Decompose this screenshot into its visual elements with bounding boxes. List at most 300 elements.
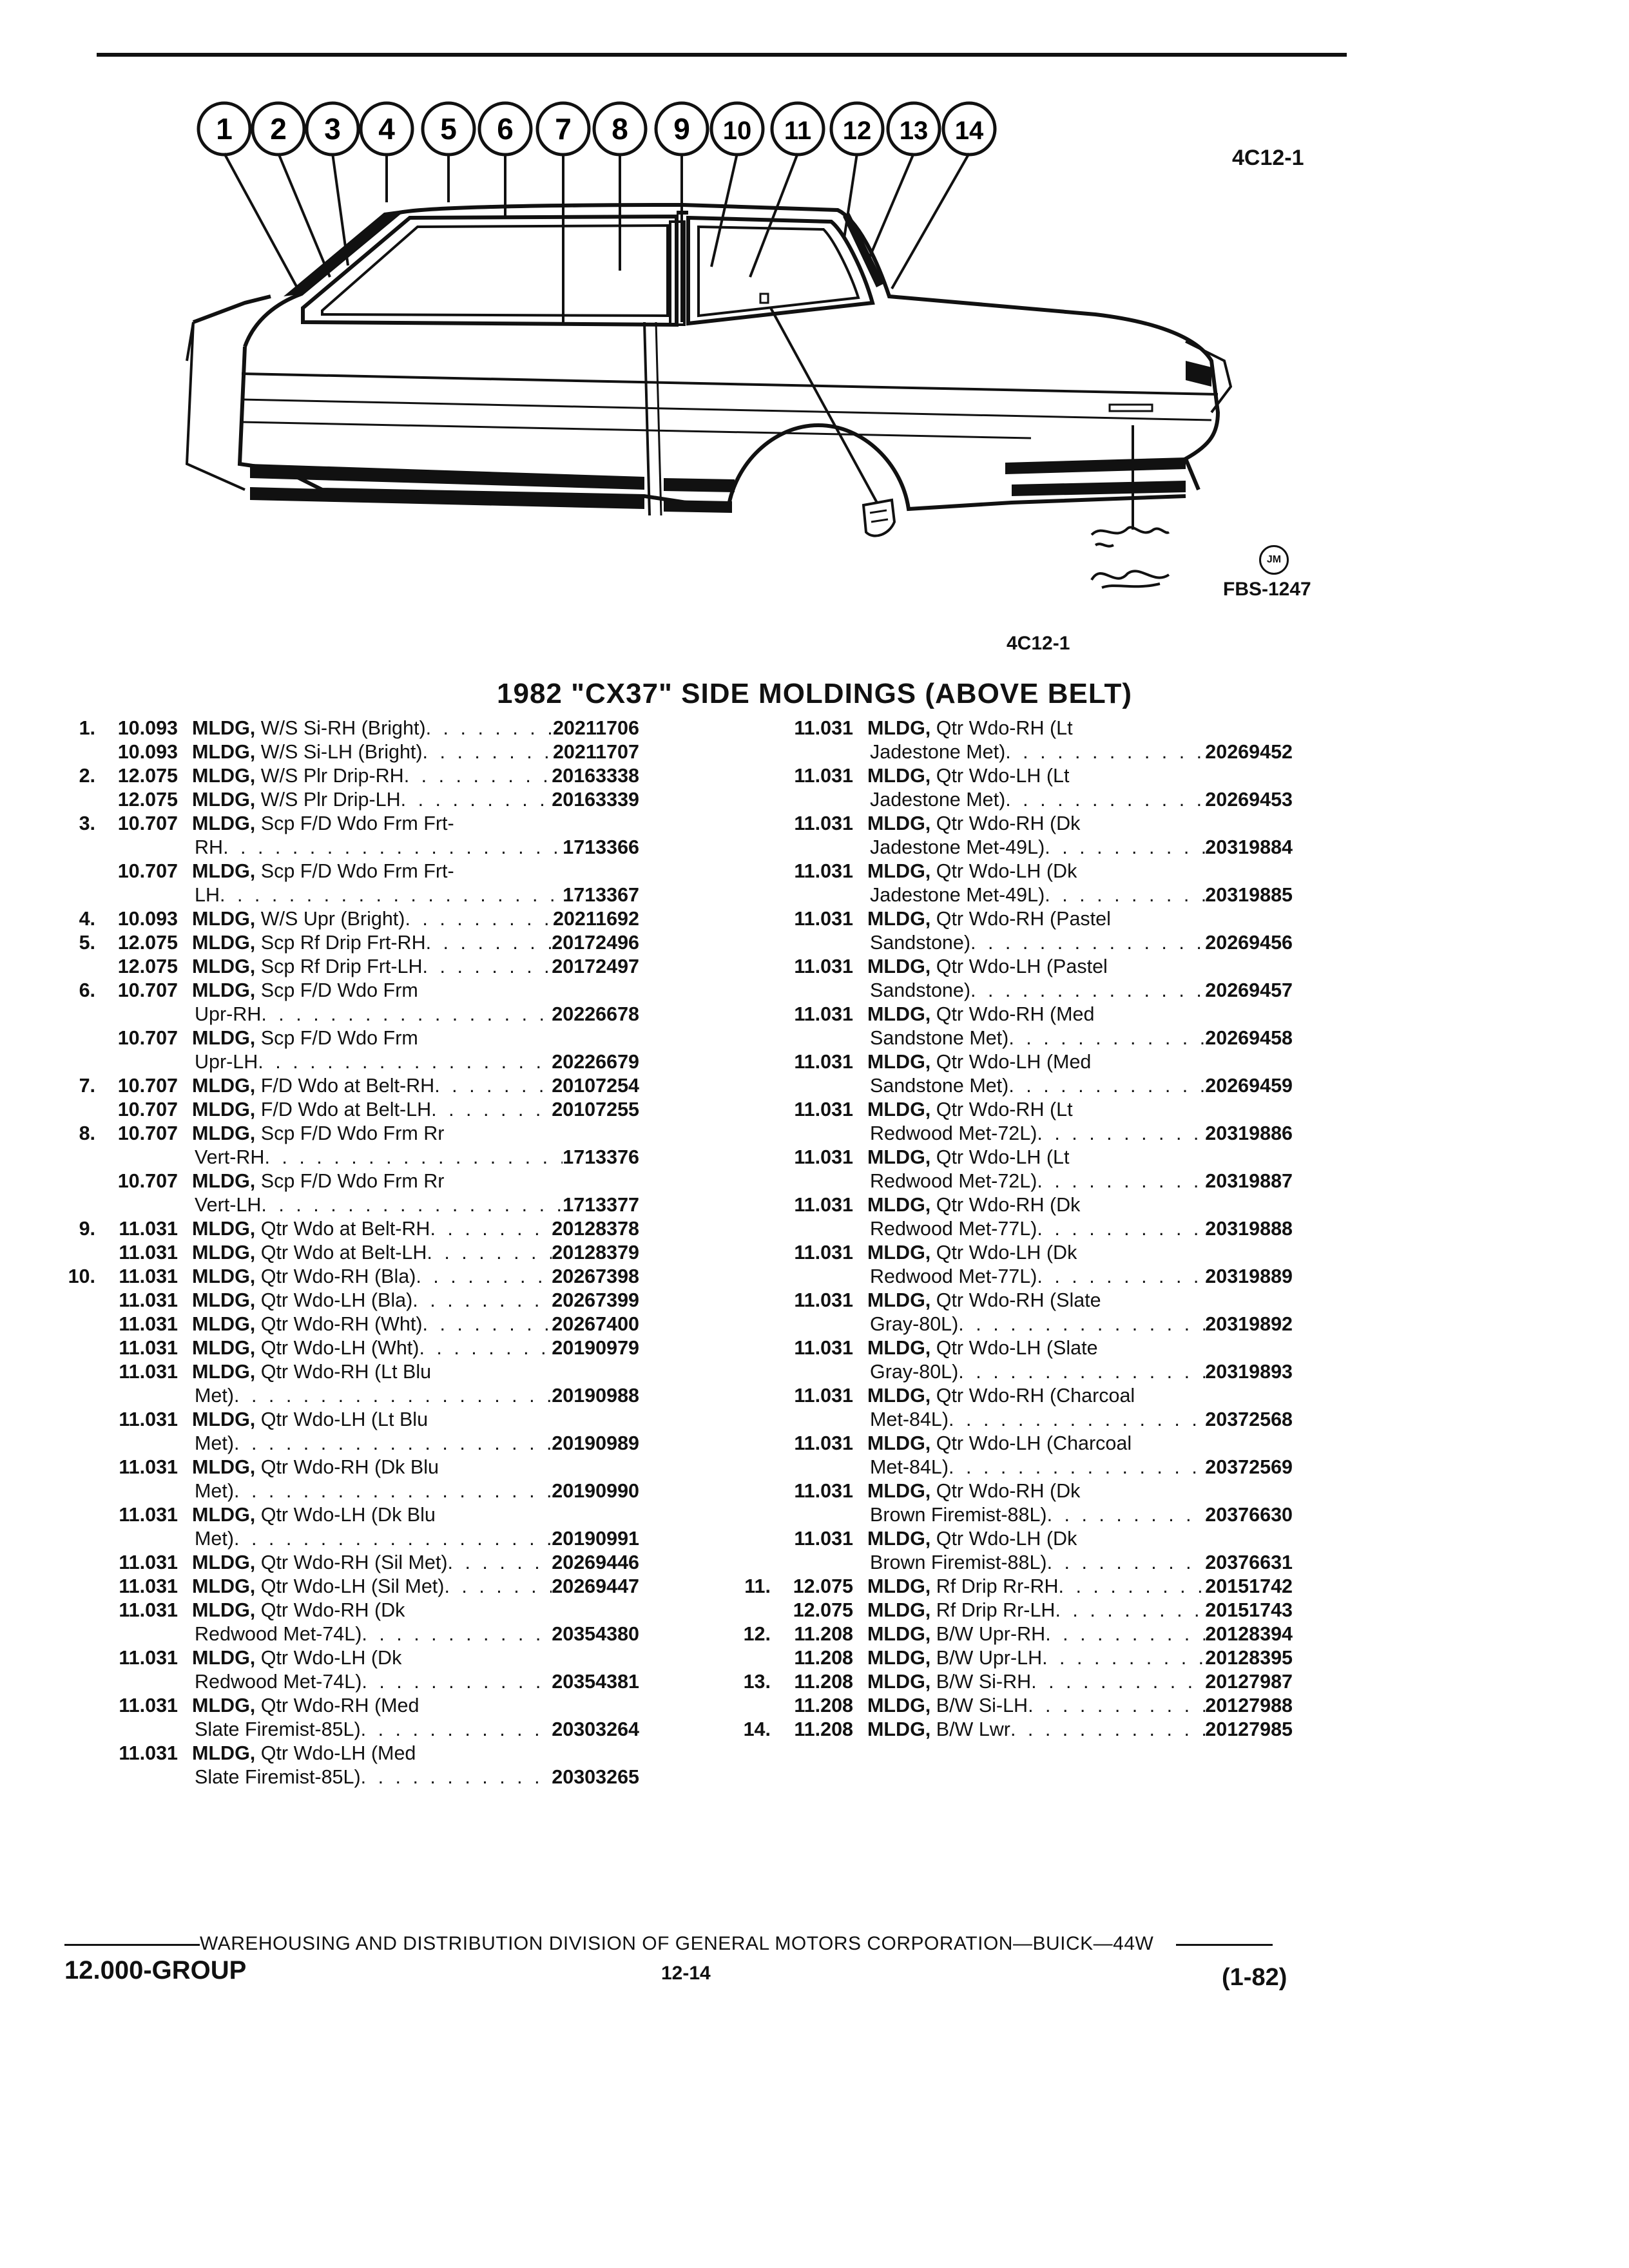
- callout-ref: [45, 1575, 95, 1599]
- callout-ref: 10.: [68, 1265, 95, 1287]
- part-description: MLDG, Qtr Wdo-RH (Med: [192, 1695, 419, 1716]
- group-number: 11.031: [794, 1385, 853, 1407]
- part-description-cont: Slate Firemist-85L): [195, 1766, 361, 1788]
- callout-ref: [740, 1098, 771, 1146]
- part-number: 20303264: [552, 1718, 639, 1740]
- part-number: 20267400: [552, 1313, 639, 1335]
- callout-number: 9: [673, 112, 690, 146]
- part-number: 20269456: [1205, 932, 1293, 954]
- part-number: 20128379: [552, 1242, 639, 1264]
- callout-ref: [740, 1050, 771, 1098]
- parts-entry: [740, 812, 1345, 860]
- part-description-cont: Sandstone): [870, 932, 970, 954]
- part-number: 20269458: [1205, 1027, 1293, 1049]
- parts-entry: [45, 1122, 689, 1169]
- parts-entry: [45, 955, 689, 979]
- callout-ref: [740, 1003, 771, 1050]
- parts-entry: [45, 1312, 689, 1336]
- part-description-cont: Sandstone Met): [870, 1075, 1009, 1097]
- part-description-cont: Slate Firemist-85L): [195, 1718, 361, 1740]
- part-description: MLDG, Qtr Wdo-LH (Sil Met): [192, 1575, 445, 1597]
- parts-entry: [740, 1003, 1345, 1050]
- callout-number: 11: [784, 117, 812, 145]
- part-number: 20107254: [552, 1075, 639, 1097]
- part-description-cont: Met-84L): [870, 1408, 949, 1430]
- group-number: 10.707: [117, 1099, 178, 1120]
- parts-entry: [45, 1336, 689, 1360]
- part-description: MLDG, Qtr Wdo-LH (Charcoal: [867, 1432, 1132, 1454]
- group-number: 11.031: [119, 1742, 178, 1764]
- group-number: 10.093: [117, 717, 178, 739]
- callout-ref: [45, 1742, 95, 1789]
- part-number: 1713377: [563, 1194, 639, 1216]
- group-number: 11.031: [119, 1218, 178, 1240]
- callout-ref: [45, 788, 95, 812]
- part-description: MLDG, Qtr Wdo-RH (Wht): [192, 1313, 423, 1335]
- group-number: 10.707: [117, 1170, 178, 1192]
- group-number: 11.031: [119, 1289, 178, 1311]
- parts-entry: [45, 740, 689, 764]
- group-number: 11.031: [119, 1361, 178, 1383]
- part-description-cont: Met): [195, 1432, 234, 1454]
- parts-entry: [740, 1479, 1345, 1527]
- part-number: 20269457: [1205, 979, 1293, 1001]
- part-description-cont: Gray-80L): [870, 1361, 959, 1383]
- parts-entry: [45, 1169, 689, 1217]
- group-number: 11.031: [794, 1289, 853, 1311]
- part-description: MLDG, B/W Si-RH: [867, 1671, 1032, 1693]
- part-description-cont: Brown Firemist-88L): [870, 1504, 1047, 1526]
- part-description-cont: Redwood Met-77L): [870, 1218, 1037, 1240]
- part-number: 20319884: [1205, 836, 1293, 858]
- parts-entry: [45, 1217, 689, 1241]
- part-description: MLDG, Qtr Wdo-RH (Sil Met): [192, 1552, 448, 1573]
- callout-number: 2: [270, 112, 287, 146]
- callout-ref: [740, 812, 771, 860]
- group-number: 11.031: [794, 1099, 853, 1120]
- part-description: MLDG, Qtr Wdo-LH (Bla): [192, 1289, 413, 1311]
- part-description-cont: Redwood Met-74L): [195, 1671, 362, 1693]
- part-number: 20151742: [1205, 1575, 1293, 1597]
- part-description-cont: Vert-RH: [195, 1146, 265, 1168]
- callout-ref: 3.: [79, 812, 95, 834]
- parts-entry: [740, 1289, 1345, 1336]
- initials-mark: JM: [1259, 545, 1289, 575]
- part-number: 20319885: [1205, 884, 1293, 906]
- group-number: 11.031: [119, 1575, 178, 1597]
- part-description-cont: Redwood Met-72L): [870, 1170, 1037, 1192]
- callout-ref: 13.: [743, 1671, 771, 1693]
- parts-entry: [45, 1742, 689, 1789]
- group-number: 12.075: [793, 1599, 853, 1621]
- parts-entry: [45, 1646, 689, 1694]
- group-number: 11.208: [794, 1647, 853, 1669]
- group-number: 11.208: [794, 1718, 853, 1740]
- footer-division: [64, 1933, 1273, 1955]
- group-number: 11.031: [794, 956, 853, 977]
- group-number: 11.031: [794, 1480, 853, 1502]
- parts-entry: [45, 812, 689, 860]
- parts-entry: [45, 788, 689, 812]
- part-description: MLDG, W/S Plr Drip-LH: [192, 789, 401, 811]
- parts-list-left-column: [45, 716, 689, 1789]
- part-description: MLDG, Qtr Wdo-LH (Lt Blu: [192, 1408, 429, 1430]
- parts-entry: [740, 1193, 1345, 1241]
- parts-entry: [740, 1527, 1345, 1575]
- part-description: MLDG, Qtr Wdo-LH (Med: [192, 1742, 416, 1764]
- callout-number: 4: [378, 112, 395, 146]
- group-number: 11.031: [119, 1695, 178, 1716]
- callout-ref: 1.: [79, 717, 95, 739]
- part-number: 20190990: [552, 1480, 639, 1502]
- parts-entry: [45, 1265, 689, 1289]
- part-number: 20267399: [552, 1289, 639, 1311]
- callout-ref: [740, 955, 771, 1003]
- group-number: 11.031: [794, 812, 853, 834]
- part-description: MLDG, Qtr Wdo at Belt-RH: [192, 1218, 430, 1240]
- part-description-cont: Redwood Met-74L): [195, 1623, 362, 1645]
- parts-entry: [45, 1360, 689, 1408]
- callout-ref: [45, 1599, 95, 1646]
- part-number: 20172497: [552, 956, 639, 977]
- part-description: MLDG, W/S Si-LH (Bright): [192, 741, 423, 763]
- parts-entry: [45, 716, 689, 740]
- parts-entry: [45, 931, 689, 955]
- part-description: MLDG, B/W Lwr: [867, 1718, 1010, 1740]
- callout-ref: 11.: [744, 1575, 771, 1597]
- callout-ref: [740, 1432, 771, 1479]
- part-description: MLDG, Qtr Wdo-LH (Pastel: [867, 956, 1108, 977]
- parts-entry: [45, 979, 689, 1026]
- callout-ref: [45, 1289, 95, 1312]
- part-number: 20128395: [1205, 1647, 1293, 1669]
- group-number: 11.031: [119, 1408, 178, 1430]
- group-number: 11.031: [794, 765, 853, 787]
- parts-entry: [740, 1241, 1345, 1289]
- part-number: 20354380: [552, 1623, 639, 1645]
- parts-entry: [740, 1646, 1345, 1670]
- callout-ref: 9.: [79, 1218, 95, 1240]
- part-description: MLDG, W/S Plr Drip-RH: [192, 765, 404, 787]
- parts-entry: [45, 1599, 689, 1646]
- part-number: 20128378: [552, 1218, 639, 1240]
- group-number: 11.031: [119, 1552, 178, 1573]
- callout-ref: [45, 1312, 95, 1336]
- part-description: MLDG, Qtr Wdo-RH (Lt: [867, 717, 1073, 739]
- part-number: 20376630: [1205, 1504, 1293, 1526]
- part-description: MLDG, Scp Rf Drip Frt-RH: [192, 932, 426, 954]
- parts-entry: [45, 1575, 689, 1599]
- diagram-code-top: 4C12-1: [1232, 146, 1304, 170]
- callout-ref: 5.: [79, 932, 95, 954]
- callout-ref: [45, 1646, 95, 1694]
- callout-ref: [740, 1241, 771, 1289]
- part-description: MLDG, Qtr Wdo-LH (Dk Blu: [192, 1504, 436, 1526]
- callout-ref: [740, 764, 771, 812]
- parts-entry: [740, 860, 1345, 907]
- group-number: 10.707: [117, 1027, 178, 1049]
- part-number: 20269453: [1205, 789, 1293, 811]
- callout-ref: [45, 1360, 95, 1408]
- parts-entry: [45, 764, 689, 788]
- parts-entry: [45, 860, 689, 907]
- parts-entry: [740, 907, 1345, 955]
- part-description: MLDG, Qtr Wdo-LH (Dk: [192, 1647, 402, 1669]
- emblem-badge: [863, 500, 894, 536]
- callout-ref: [740, 1336, 771, 1384]
- group-number: 10.093: [117, 908, 178, 930]
- footer-division-text: WAREHOUSING AND DISTRIBUTION DIVISION OF GENERAL MOTORS CORPORATION—BUICK—44W: [200, 1933, 1154, 1954]
- group-number: 10.707: [117, 1122, 178, 1144]
- callout-ref: 14.: [743, 1718, 771, 1740]
- group-number: 11.031: [794, 1051, 853, 1073]
- part-number: 20211707: [552, 741, 639, 763]
- callout-ref: 12.: [743, 1623, 771, 1645]
- part-description: MLDG, Qtr Wdo-RH (Lt: [867, 1099, 1073, 1120]
- parts-entry: [740, 1050, 1345, 1098]
- part-description: MLDG, Qtr Wdo-RH (Pastel: [867, 908, 1111, 930]
- parts-entry: [740, 764, 1345, 812]
- callout-ref: [740, 1599, 771, 1622]
- callout-ref: [740, 716, 771, 764]
- callout-ref: [740, 1646, 771, 1670]
- parts-entry: [740, 1622, 1345, 1646]
- part-description-cont: Met): [195, 1528, 234, 1550]
- part-number: 20269446: [552, 1552, 639, 1573]
- parts-entry: [45, 1241, 689, 1265]
- group-number: 12.075: [117, 956, 178, 977]
- part-number: 20267398: [552, 1265, 639, 1287]
- parts-entry: [740, 1384, 1345, 1432]
- part-number: 20128394: [1205, 1623, 1293, 1645]
- parts-entry: [45, 1408, 689, 1456]
- callout-ref: 4.: [79, 908, 95, 930]
- part-number: 20372568: [1205, 1408, 1293, 1430]
- callout-ref: [740, 1289, 771, 1336]
- callout-ref: 6.: [79, 979, 95, 1001]
- callout-circles: [198, 103, 995, 155]
- callout-ref: [740, 1384, 771, 1432]
- group-number: 11.031: [794, 1003, 853, 1025]
- group-number: 11.031: [794, 1194, 853, 1216]
- part-description: MLDG, Scp F/D Wdo Frm Frt-: [192, 860, 454, 882]
- parts-entry: [740, 1575, 1345, 1599]
- part-description: MLDG, Scp F/D Wdo Frm Rr: [192, 1122, 445, 1144]
- part-description: MLDG, Qtr Wdo-RH (Dk Blu: [192, 1456, 439, 1478]
- group-number: 10.707: [117, 812, 178, 834]
- part-number: 20376631: [1205, 1552, 1293, 1573]
- part-number: 20172496: [552, 932, 639, 954]
- part-description: MLDG, B/W Upr-RH: [867, 1623, 1046, 1645]
- part-number: 20319889: [1205, 1265, 1293, 1287]
- limited-script-emblem: [1092, 527, 1169, 588]
- parts-entry: [45, 1456, 689, 1503]
- callout-ref: [45, 1456, 95, 1503]
- part-number: 20303265: [552, 1766, 639, 1788]
- group-number: 11.031: [119, 1265, 178, 1287]
- part-number: 20211692: [552, 908, 639, 930]
- group-number: 11.031: [119, 1504, 178, 1526]
- parts-entry: [45, 1551, 689, 1575]
- group-number: 12.075: [117, 932, 178, 954]
- group-number: 11.031: [794, 860, 853, 882]
- part-description: MLDG, Qtr Wdo-LH (Dk: [867, 1528, 1077, 1550]
- part-description: MLDG, B/W Si-LH: [867, 1695, 1028, 1716]
- group-number: 12.075: [793, 1575, 853, 1597]
- group-number: 11.031: [794, 717, 853, 739]
- part-description-cont: Sandstone): [870, 979, 970, 1001]
- part-description: MLDG, Scp Rf Drip Frt-LH: [192, 956, 423, 977]
- callout-ref: [740, 1527, 771, 1575]
- callout-ref: [45, 1503, 95, 1551]
- group-number: 11.208: [794, 1671, 853, 1693]
- part-number: 20163338: [552, 765, 639, 787]
- part-number: 1713376: [563, 1146, 639, 1168]
- parts-list-right-column: [740, 716, 1345, 1742]
- group-number: 11.031: [794, 1242, 853, 1264]
- part-number: 20226679: [552, 1051, 639, 1073]
- part-description: MLDG, F/D Wdo at Belt-LH: [192, 1099, 432, 1120]
- part-description-cont: Met): [195, 1385, 234, 1407]
- callout-number: 14: [954, 117, 984, 145]
- part-description: MLDG, B/W Upr-LH: [867, 1647, 1043, 1669]
- part-number: 20127987: [1205, 1671, 1293, 1693]
- parts-entry: [740, 1599, 1345, 1622]
- callout-ref: [45, 955, 95, 979]
- group-number: 11.031: [794, 1337, 853, 1359]
- part-description-cont: Gray-80L): [870, 1313, 959, 1335]
- callout-ref: [740, 860, 771, 907]
- group-number: 11.031: [119, 1599, 178, 1621]
- part-number: 20319893: [1205, 1361, 1293, 1383]
- part-number: 1713367: [563, 884, 639, 906]
- callout-ref: [45, 860, 95, 907]
- part-description-cont: Upr-RH: [195, 1003, 262, 1025]
- parts-entry: [740, 716, 1345, 764]
- part-description: MLDG, Scp F/D Wdo Frm Frt-: [192, 812, 454, 834]
- part-description-cont: Brown Firemist-88L): [870, 1552, 1047, 1573]
- part-number: 1713366: [563, 836, 639, 858]
- part-description-cont: Sandstone Met): [870, 1027, 1009, 1049]
- parts-entry: [45, 1694, 689, 1742]
- part-description: MLDG, Qtr Wdo-LH (Slate: [867, 1337, 1098, 1359]
- parts-entry: [740, 955, 1345, 1003]
- callout-ref: [45, 1169, 95, 1217]
- part-number: 20319887: [1205, 1170, 1293, 1192]
- callout-ref: [740, 1479, 771, 1527]
- group-number: 11.031: [794, 908, 853, 930]
- part-description: MLDG, Qtr Wdo-RH (Charcoal: [867, 1385, 1135, 1407]
- part-description-cont: Jadestone Met-49L): [870, 884, 1045, 906]
- group-number: 12.075: [117, 789, 178, 811]
- part-description: MLDG, W/S Si-RH (Bright): [192, 717, 426, 739]
- part-description: MLDG, Qtr Wdo at Belt-LH: [192, 1242, 427, 1264]
- part-number: 20190979: [552, 1337, 639, 1359]
- footer-page-number: 12-14: [661, 1963, 711, 1984]
- part-number: 20190991: [552, 1528, 639, 1550]
- group-number: 11.031: [119, 1242, 178, 1264]
- parts-entry: [45, 1289, 689, 1312]
- callout-number: 6: [497, 112, 514, 146]
- callout-ref: [740, 1193, 771, 1241]
- part-description: MLDG, Qtr Wdo-LH (Wht): [192, 1337, 419, 1359]
- parts-entry: [740, 1718, 1345, 1742]
- parts-entry: [740, 1146, 1345, 1193]
- callout-ref: [740, 1146, 771, 1193]
- part-description-cont: Jadestone Met): [870, 789, 1006, 811]
- callout-number: 10: [722, 117, 752, 145]
- part-description: MLDG, Qtr Wdo-LH (Med: [867, 1051, 1092, 1073]
- part-description: MLDG, Qtr Wdo-LH (Lt: [867, 1146, 1070, 1168]
- parts-entry: [740, 1694, 1345, 1718]
- group-number: 10.707: [117, 1075, 178, 1097]
- part-description: MLDG, Qtr Wdo-RH (Dk: [867, 1480, 1081, 1502]
- part-description-cont: Met): [195, 1480, 234, 1502]
- group-number: 11.031: [794, 1146, 853, 1168]
- part-number: 20127985: [1205, 1718, 1293, 1740]
- parts-entry: [45, 1098, 689, 1122]
- illustration-id: FBS-1247: [1223, 579, 1311, 600]
- group-number: 11.208: [794, 1623, 853, 1645]
- callout-ref: [45, 1551, 95, 1575]
- part-description-cont: Upr-LH: [195, 1051, 258, 1073]
- part-description: MLDG, Qtr Wdo-RH (Dk: [867, 812, 1081, 834]
- part-description-cont: Met-84L): [870, 1456, 949, 1478]
- part-description: MLDG, Qtr Wdo-LH (Dk: [867, 1242, 1077, 1264]
- callout-number: 12: [842, 117, 872, 145]
- part-description: MLDG, Qtr Wdo-RH (Slate: [867, 1289, 1101, 1311]
- group-number: 10.707: [117, 979, 178, 1001]
- part-description: MLDG, Scp F/D Wdo Frm: [192, 979, 418, 1001]
- callout-ref: [45, 1408, 95, 1456]
- footer-date: (1-82): [1222, 1964, 1287, 1991]
- parts-entry: [45, 1503, 689, 1551]
- group-number: 11.031: [794, 1528, 853, 1550]
- callout-number: 8: [612, 112, 628, 146]
- group-number: 10.093: [117, 741, 178, 763]
- callout-number: 1: [216, 112, 233, 146]
- part-description: MLDG, W/S Upr (Bright): [192, 908, 405, 930]
- group-number: 10.707: [117, 860, 178, 882]
- part-number: 20319892: [1205, 1313, 1293, 1335]
- part-description-cont: Redwood Met-77L): [870, 1265, 1037, 1287]
- parts-entry: [740, 1432, 1345, 1479]
- part-number: 20372569: [1205, 1456, 1293, 1478]
- diagram-code-center: 4C12-1: [1007, 633, 1070, 654]
- part-number: 20163339: [552, 789, 639, 811]
- part-number: 20354381: [552, 1671, 639, 1693]
- part-number: 20269452: [1205, 741, 1293, 763]
- part-number: 20319888: [1205, 1218, 1293, 1240]
- part-description: MLDG, Qtr Wdo-RH (Dk: [867, 1194, 1081, 1216]
- parts-entry: [740, 1670, 1345, 1694]
- callout-ref: [45, 1694, 95, 1742]
- part-number: 20190989: [552, 1432, 639, 1454]
- parts-entry: [45, 1026, 689, 1074]
- group-number: 11.208: [794, 1695, 853, 1716]
- part-description-cont: LH: [195, 884, 220, 906]
- part-number: 20127988: [1205, 1695, 1293, 1716]
- page-title: 1982 "CX37" SIDE MOLDINGS (ABOVE BELT): [497, 678, 1132, 709]
- part-description-cont: RH: [195, 836, 224, 858]
- group-number: 11.031: [794, 1432, 853, 1454]
- parts-entry: [45, 907, 689, 931]
- callout-ref: 7.: [79, 1075, 95, 1097]
- group-number: 12.075: [117, 765, 178, 787]
- callout-number: 13: [899, 117, 929, 145]
- part-description: MLDG, Scp F/D Wdo Frm Rr: [192, 1170, 445, 1192]
- car-side-illustration: [0, 0, 1629, 619]
